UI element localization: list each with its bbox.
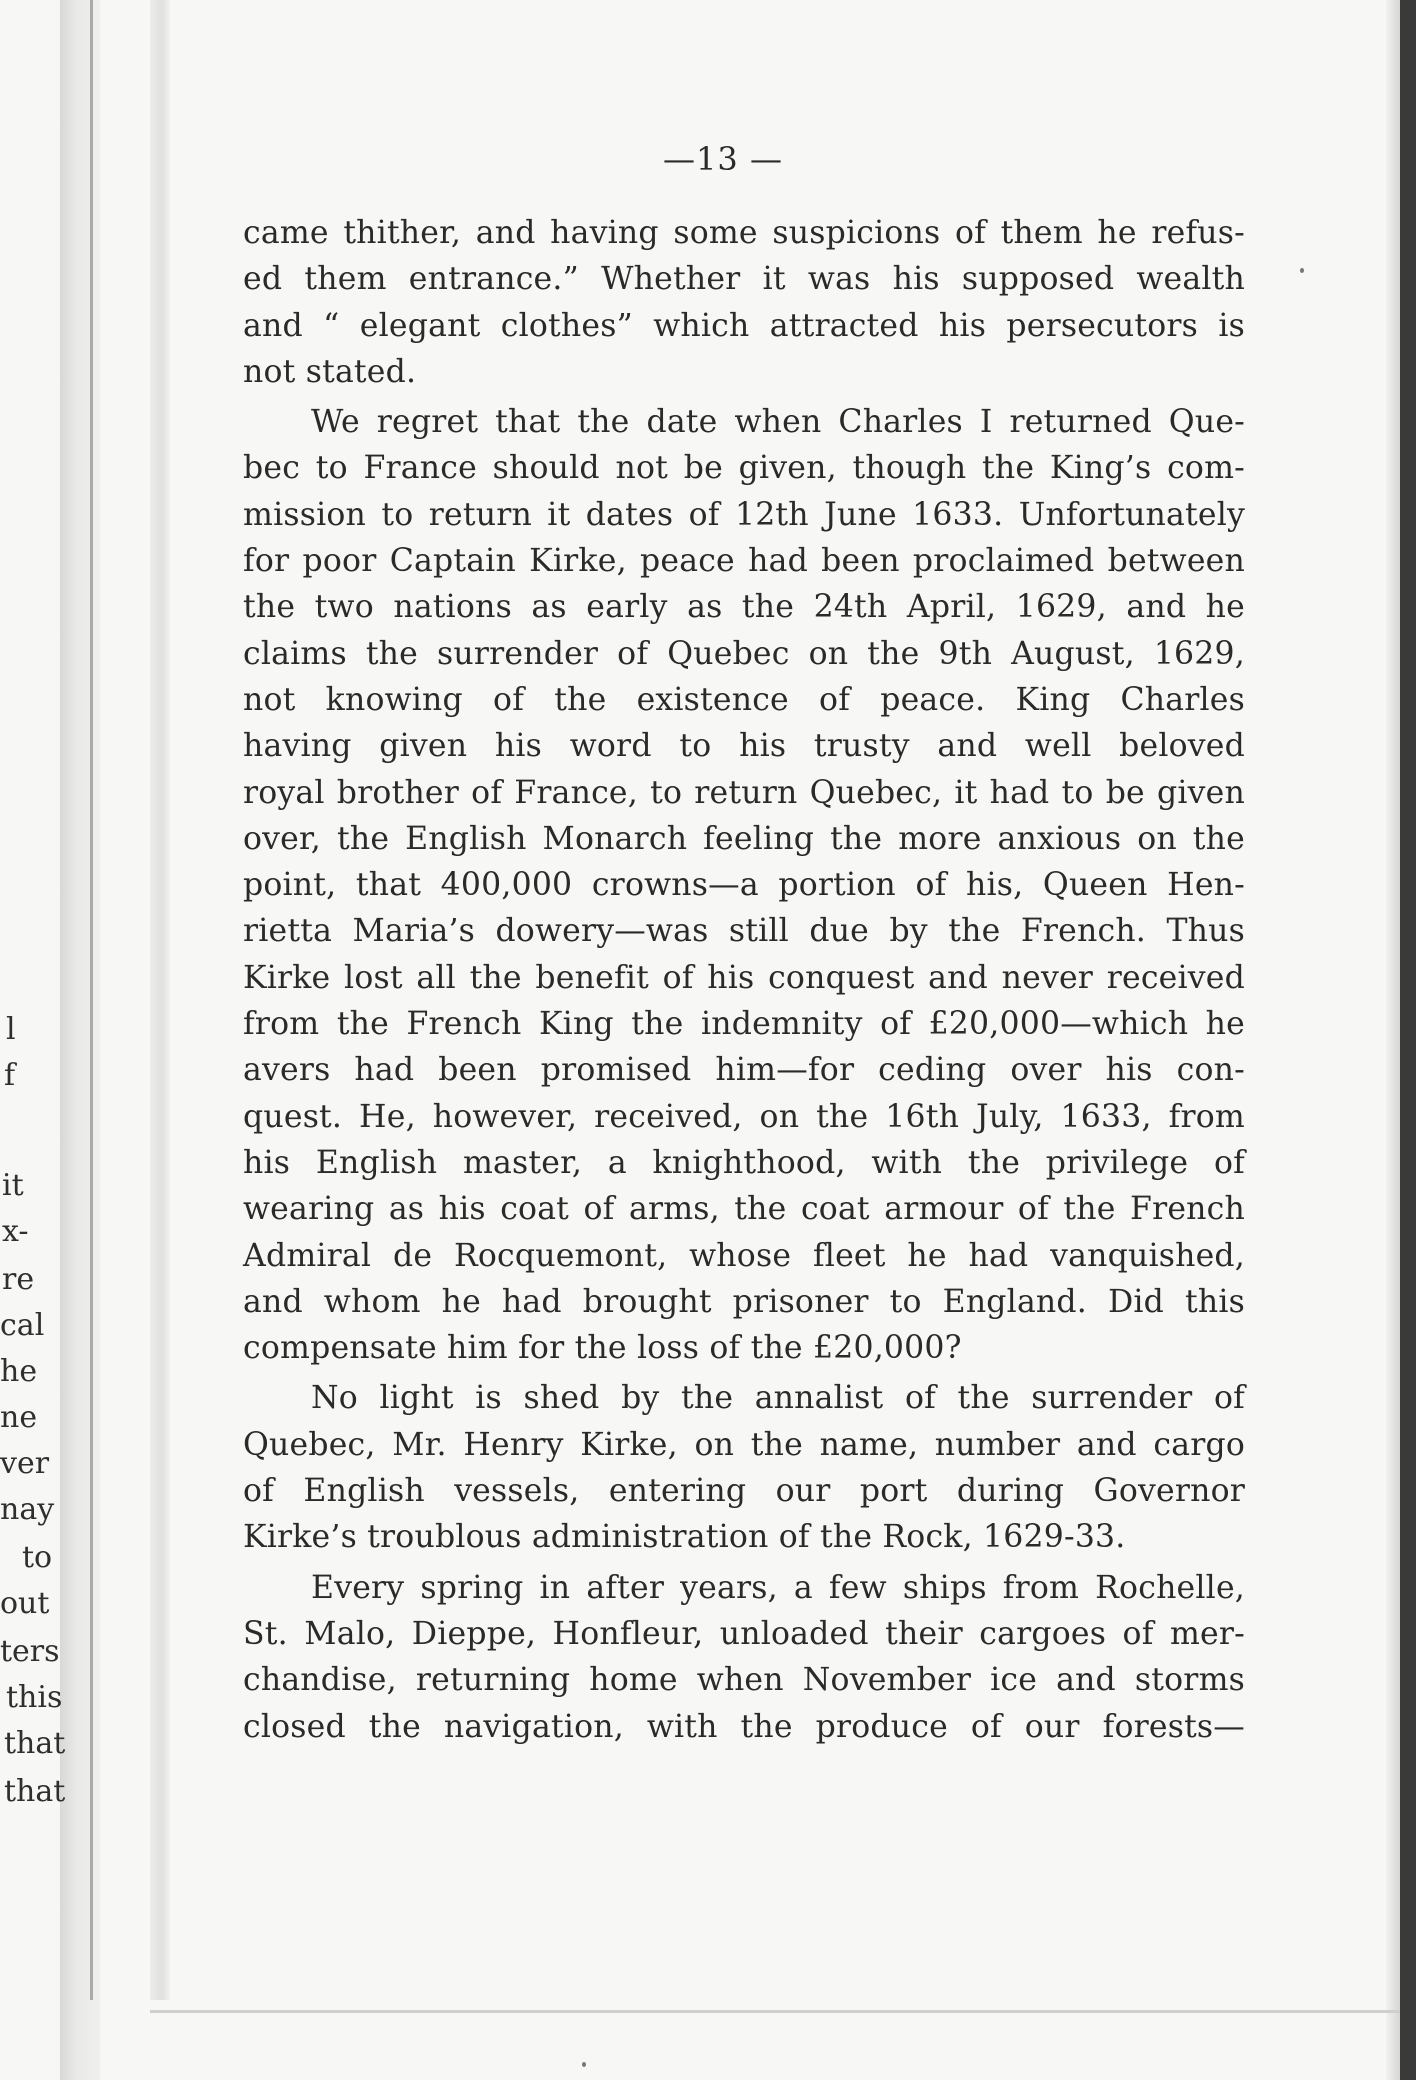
fragment-text: l [6,1012,16,1047]
fragment-text: out [0,1586,50,1621]
text-line: from the French King the indemnity of £20,000—which he [243,1006,1245,1043]
body-text [243,210,1245,1750]
fragment-text: x- [2,1214,29,1249]
fragment-text: re [2,1262,35,1297]
gutter-line [90,0,93,2000]
fragment-text: he [0,1354,38,1389]
text-line: of English vessels, entering our port during Governor [243,1473,1245,1510]
text-line: having given his word to his trusty and well beloved [243,728,1245,765]
fragment-text: that [4,1774,66,1809]
scan-speck [582,2062,586,2067]
text-line: Quebec, Mr. Henry Kirke, on the name, number and cargo [243,1426,1245,1463]
text-line: We regret that the date when Charles I returned Que- [311,404,1245,441]
fragment-text: ters [0,1634,60,1669]
text-line: wearing as his coat of arms, the coat armour of the French [243,1191,1245,1228]
text-line: St. Malo, Dieppe, Honfleur, unloaded their cargoes of mer- [243,1615,1245,1652]
text-line: and “ elegant clothes” which attracted his persecutors is [243,307,1245,344]
fragment-text: f [4,1058,16,1093]
facing-page-fragment [0,0,80,2080]
fragment-text: that [4,1726,66,1761]
fragment-text: this [6,1680,63,1715]
text-line: not knowing of the existence of peace. King Charles [243,681,1245,718]
fragment-text: ne [0,1400,38,1435]
fragment-text: to [22,1540,53,1575]
text-line: compensate him for the loss of the £20,000? [243,1330,962,1367]
fragment-text: it [2,1168,24,1203]
scan-speck [1300,268,1304,273]
bottom-page-edge [150,2010,1400,2013]
text-line: claims the surrender of Quebec on the 9th August, 1629, [243,635,1245,672]
text-line: avers had been promised him—for ceding over his con- [243,1052,1245,1089]
text-line: chandise, returning home when November ice and storms [243,1662,1245,1699]
text-line: came thither, and having some suspicions of them he refus- [243,215,1245,251]
page-fold-shadow [150,0,170,2000]
text-line: royal brother of France, to return Quebec, it had to be given [243,774,1245,811]
text-line: closed the navigation, with the produce of our forests— [243,1708,1245,1745]
page-number: —13 — [663,140,783,178]
text-line: No light is shed by the annalist of the surrender of [311,1380,1245,1417]
text-line: not stated. [243,353,417,390]
text-line: point, that 400,000 crowns—a portion of his, Queen Hen- [243,867,1245,904]
text-line: for poor Captain Kirke, peace had been proclaimed between [243,543,1245,580]
text-line: his English master, a knighthood, with the privilege of [243,1144,1245,1181]
text-line: ed them entrance.” Whether it was his supposed wealth [243,261,1245,298]
right-edge-shadow [1386,0,1400,2080]
right-page-edge [1400,0,1416,2080]
text-line: over, the English Monarch feeling the more anxious on the [243,820,1245,857]
text-line: Kirke lost all the benefit of his conquest and never received [243,959,1245,996]
text-line: quest. He, however, received, on the 16th July, 1633, from [243,1098,1245,1135]
fragment-text: ver [0,1446,50,1481]
text-line: Kirke’s troublous administration of the Rock, 1629-33. [243,1519,1126,1556]
text-line: the two nations as early as the 24th April, 1629, and he [243,589,1245,626]
text-line: rietta Maria’s dowery—was still due by the French. Thus [243,913,1245,950]
text-line: and whom he had brought prisoner to England. Did this [243,1283,1245,1320]
text-line: bec to France should not be given, though the King’s com- [243,450,1245,487]
text-line: mission to return it dates of 12th June 1633. Unfortunately [243,496,1245,533]
text-line: Every spring in after years, a few ships from Rochelle, [311,1569,1245,1606]
text-line: Admiral de Rocquemont, whose fleet he had vanquished, [243,1237,1245,1274]
fragment-text: nay [0,1492,55,1527]
fragment-text: cal [0,1308,45,1343]
